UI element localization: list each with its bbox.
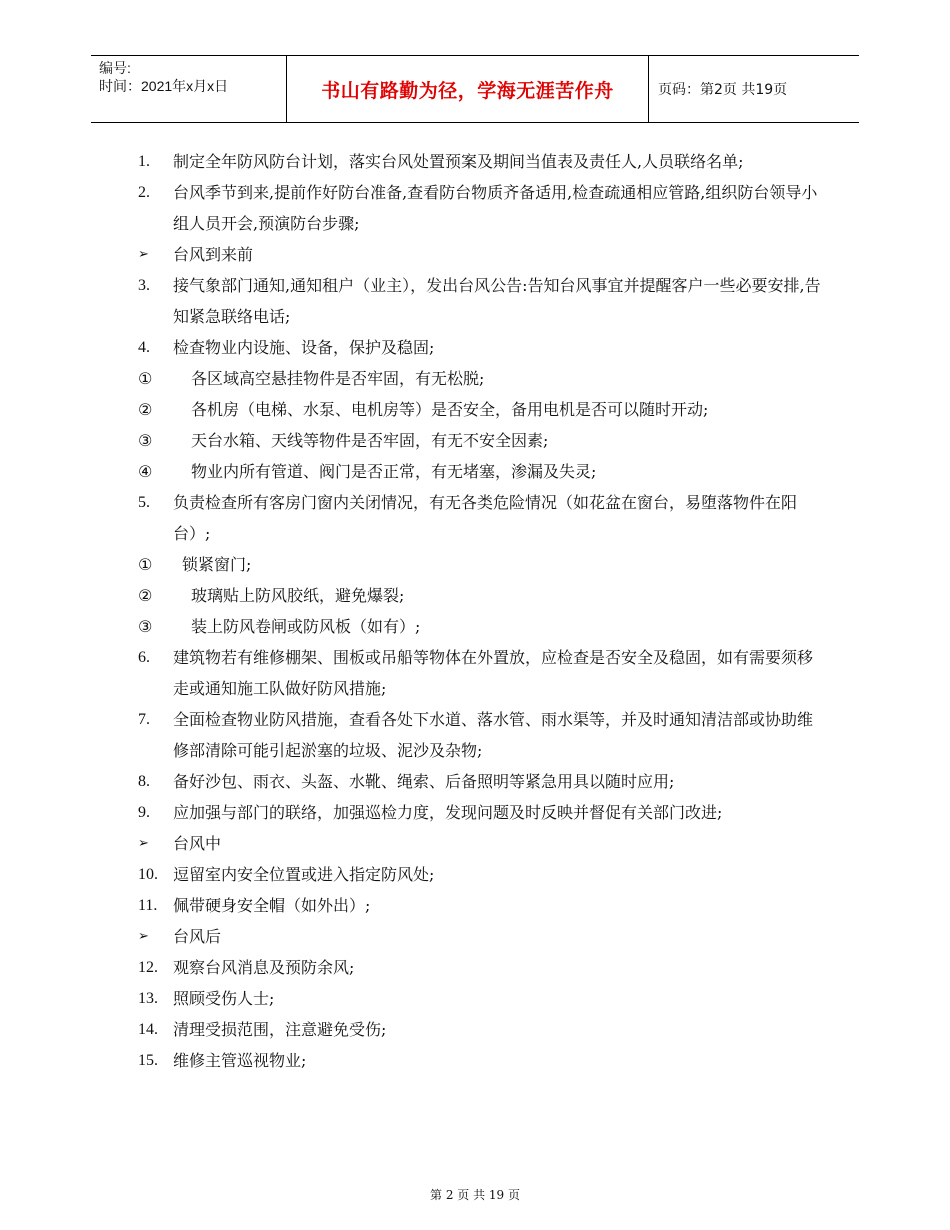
list-marker: 1. bbox=[138, 153, 150, 170]
list-item bbox=[138, 766, 828, 797]
list-item-text: 玻璃贴上防风胶纸，避免爆裂; bbox=[191, 586, 405, 605]
list-marker: 7. bbox=[138, 711, 150, 728]
list-item-text: 负责检查所有客房门窗内关闭情况，有无各类危险情况（如花盆在窗台，易堕落物件在阳台）; bbox=[173, 493, 798, 543]
list-item-text: 备好沙包、雨衣、头盔、水靴、绳索、后备照明等紧急用具以随时应用; bbox=[173, 772, 675, 791]
list-marker: ② bbox=[138, 586, 153, 605]
list-item bbox=[138, 890, 828, 921]
list-item-text: 接气象部门通知,通知租户（业主），发出台风公告:告知台风事宜并提醒客户一些必要安排,告知紧急联络电话; bbox=[173, 276, 821, 326]
list-marker: 3. bbox=[138, 277, 150, 294]
list-item-text: 逗留室内安全位置或进入指定防风处; bbox=[173, 865, 435, 884]
list-item bbox=[138, 611, 828, 642]
list-item bbox=[138, 859, 828, 890]
list-marker: 14. bbox=[138, 1021, 158, 1038]
list-item-text: 维修主管巡视物业; bbox=[173, 1051, 307, 1070]
list-item bbox=[138, 177, 828, 239]
list-item-text: 全面检查物业防风措施，查看各处下水道、落水管、雨水渠等，并及时通知清洁部或协助维修部清除可能引起淤塞的垃圾、泥沙及杂物; bbox=[173, 710, 814, 760]
list-marker: ③ bbox=[138, 617, 153, 636]
list-marker: ③ bbox=[138, 431, 153, 450]
motto: 书山有路勤为径，学海无涯苦作舟 bbox=[287, 56, 649, 122]
list-item-text: 照顾受伤人士; bbox=[173, 989, 275, 1008]
list-item-text: 制定全年防风防台计划，落实台风处置预案及期间当值表及责任人,人员联络名单; bbox=[173, 152, 744, 171]
list-item-text: 台风后 bbox=[173, 927, 222, 946]
list-item bbox=[138, 487, 828, 549]
list-item bbox=[138, 146, 828, 177]
list-item bbox=[138, 797, 828, 828]
page-info: 页码：第2页 共19页 bbox=[658, 82, 788, 98]
list-marker: 5. bbox=[138, 494, 150, 511]
list-item-text: 各机房（电梯、水泵、电机房等）是否安全，备用电机是否可以随时开动; bbox=[191, 400, 709, 419]
list-marker: ① bbox=[138, 369, 153, 388]
list-item bbox=[138, 704, 828, 766]
list-marker: 13. bbox=[138, 990, 158, 1007]
document-body bbox=[138, 146, 828, 1076]
list-item-text: 物业内所有管道、阀门是否正常，有无堵塞，渗漏及失灵; bbox=[191, 462, 597, 481]
list-item bbox=[138, 549, 828, 580]
arrow-bullet-icon: ➢ bbox=[138, 836, 149, 851]
arrow-bullet-icon: ➢ bbox=[138, 929, 149, 944]
list-marker: ② bbox=[138, 400, 153, 419]
list-item-text: 观察台风消息及预防余风; bbox=[173, 958, 355, 977]
list-item-text: 建筑物若有维修棚架、围板或吊船等物体在外置放，应检查是否安全及稳固，如有需要须移走或通知施工队做好防风措施; bbox=[173, 648, 814, 698]
list-item bbox=[138, 1045, 828, 1076]
list-marker: 4. bbox=[138, 339, 150, 356]
list-item bbox=[138, 642, 828, 704]
header-meta bbox=[91, 56, 287, 122]
list-item-text: 佩带硬身安全帽（如外出）; bbox=[173, 896, 371, 915]
list-item-text: 检查物业内设施、设备，保护及稳固; bbox=[173, 338, 435, 357]
list-item bbox=[138, 363, 828, 394]
list-marker: 10. bbox=[138, 866, 158, 883]
list-marker: 8. bbox=[138, 773, 150, 790]
list-marker: ① bbox=[138, 555, 153, 574]
list-item bbox=[138, 456, 828, 487]
list-marker: 2. bbox=[138, 184, 150, 201]
list-item-text: 装上防风卷闸或防风板（如有）; bbox=[191, 617, 421, 636]
list-item bbox=[138, 394, 828, 425]
page-footer: 第 2 页 共 19 页 bbox=[430, 1188, 520, 1202]
list-marker: 11. bbox=[138, 897, 158, 914]
list-item bbox=[138, 332, 828, 363]
list-item-text: 台风到来前 bbox=[173, 245, 254, 264]
list-marker: 12. bbox=[138, 959, 158, 976]
list-item bbox=[138, 983, 828, 1014]
list-item bbox=[138, 425, 828, 456]
section-heading bbox=[138, 828, 828, 859]
list-item-text: 台风中 bbox=[173, 834, 222, 853]
time-label: 时间：2021年x月x日 bbox=[99, 78, 229, 94]
number-label: 编号: bbox=[99, 60, 131, 76]
page-header bbox=[91, 55, 859, 123]
list-item bbox=[138, 952, 828, 983]
list-marker: 6. bbox=[138, 649, 150, 666]
list-item-text: 台风季节到来,提前作好防台准备,查看防台物质齐备适用,检查疏通相应管路,组织防台领导小组人员开会,预演防台步骤; bbox=[173, 183, 818, 233]
section-heading bbox=[138, 239, 828, 270]
arrow-bullet-icon: ➢ bbox=[138, 247, 149, 262]
list-marker: 9. bbox=[138, 804, 150, 821]
list-item bbox=[138, 580, 828, 611]
list-item-text: 各区域高空悬挂物件是否牢固，有无松脱; bbox=[191, 369, 485, 388]
section-heading bbox=[138, 921, 828, 952]
list-item-text: 锁紧窗门; bbox=[182, 555, 252, 574]
list-marker: ④ bbox=[138, 462, 153, 481]
list-item bbox=[138, 1014, 828, 1045]
list-item bbox=[138, 270, 828, 332]
list-item-text: 应加强与部门的联络，加强巡检力度，发现问题及时反映并督促有关部门改进; bbox=[173, 803, 723, 822]
list-item-text: 天台水箱、天线等物件是否牢固，有无不安全因素; bbox=[191, 431, 549, 450]
list-marker: 15. bbox=[138, 1052, 158, 1069]
list-item-text: 清理受损范围，注意避免受伤; bbox=[173, 1020, 387, 1039]
